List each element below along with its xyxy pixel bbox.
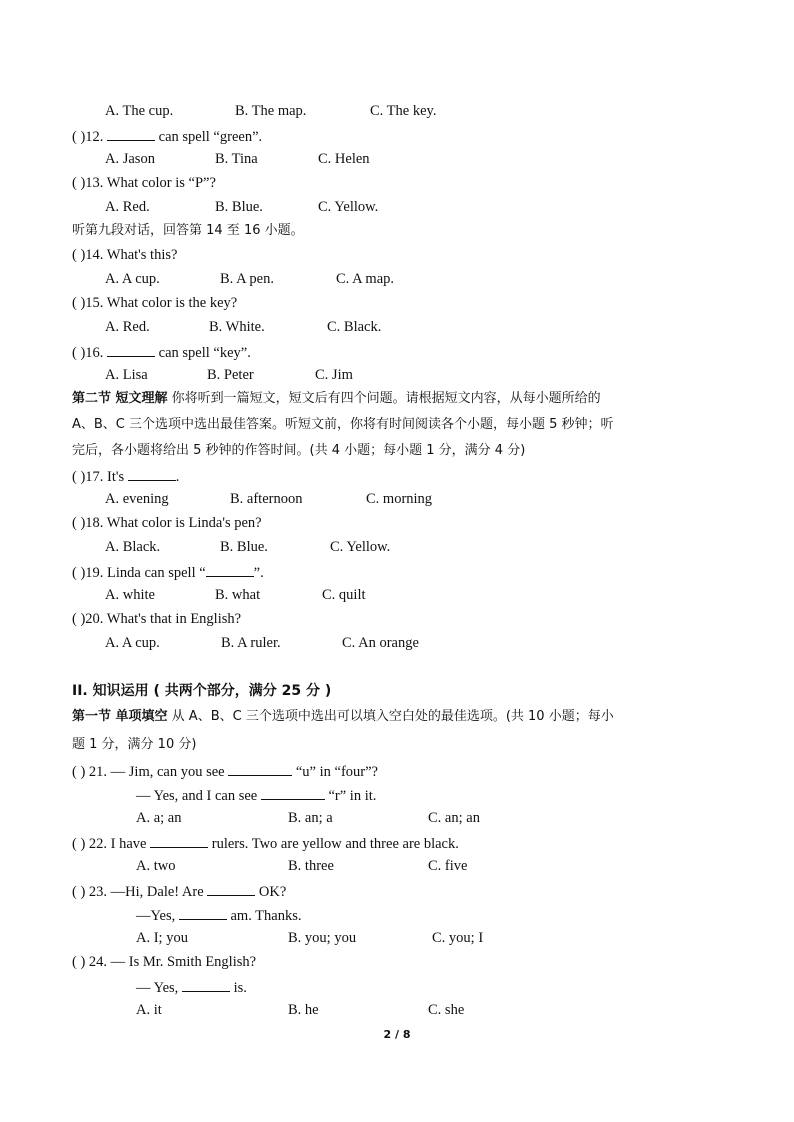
q12-stem bbox=[72, 126, 262, 146]
q21-option-c: C. an; an bbox=[428, 810, 480, 826]
q21-l2-pre: — Yes, and I can see bbox=[136, 788, 261, 804]
q24-option-c: C. she bbox=[428, 1002, 465, 1018]
q12-stem-pre: ( )12. bbox=[72, 129, 108, 145]
blank bbox=[150, 833, 208, 848]
q17-stem bbox=[72, 466, 179, 486]
section1-instructions-line1 bbox=[72, 708, 614, 726]
blank bbox=[128, 466, 176, 481]
q19-option-b: B. what bbox=[215, 587, 261, 603]
blank bbox=[207, 881, 255, 896]
q12-option-a: A. Jason bbox=[105, 151, 155, 167]
q12-stem-post: can spell “green”. bbox=[155, 129, 263, 145]
q20-option-b: B. A ruler. bbox=[221, 635, 281, 651]
blank bbox=[179, 905, 227, 920]
q24-option-b: B. he bbox=[288, 1002, 319, 1018]
q24-l2-post: is. bbox=[229, 980, 247, 996]
q24-l2-pre: — Yes, bbox=[136, 980, 182, 996]
q17-option-c: C. morning bbox=[366, 491, 433, 507]
q23-line1 bbox=[72, 881, 286, 901]
part2-heading: II. 知识运用 ( 共两个部分，满分 25 分 ) bbox=[72, 683, 332, 699]
q14-stem: ( )14. What's this? bbox=[72, 247, 178, 263]
blank bbox=[261, 785, 325, 800]
q23-l1-post: OK? bbox=[255, 884, 287, 900]
q18-option-a: A. Black. bbox=[105, 539, 161, 555]
q22-option-c: C. five bbox=[428, 858, 468, 874]
q21-l1-pre: ( ) 21. — Jim, can you see bbox=[72, 764, 229, 780]
q11-option-a: A. The cup. bbox=[105, 103, 174, 119]
q18-stem: ( )18. What color is Linda's pen? bbox=[72, 515, 262, 531]
section1-instructions-line2: 题 1 分，满分 10 分) bbox=[72, 737, 197, 752]
q20-option-c: C. An orange bbox=[342, 635, 419, 651]
section2-instructions-line3: 完后，各小题将给出 5 秒钟的作答时间。(共 4 小题；每小题 1 分，满分 4 分) bbox=[72, 443, 526, 458]
q13-stem: ( )13. What color is “P”? bbox=[72, 175, 216, 191]
q12-option-b: B. Tina bbox=[215, 151, 258, 167]
q24-line2 bbox=[136, 977, 247, 997]
q19-stem-post: ”. bbox=[253, 565, 264, 581]
q15-option-c: C. Black. bbox=[327, 319, 382, 335]
q17-option-b: B. afternoon bbox=[230, 491, 303, 507]
q21-l1-post: “u” in “four”? bbox=[292, 764, 378, 780]
q13-option-b: B. Blue. bbox=[215, 199, 263, 215]
q22-option-b: B. three bbox=[288, 858, 334, 874]
q15-option-a: A. Red. bbox=[105, 319, 150, 335]
q22-line1 bbox=[72, 833, 459, 853]
page-number: 2 / 8 bbox=[383, 1028, 411, 1041]
q21-line2 bbox=[136, 785, 376, 805]
q17-stem-pre: ( )17. It's bbox=[72, 469, 128, 485]
q22-l1-post: rulers. Two are yellow and three are black. bbox=[208, 836, 459, 852]
q20-option-a: A. A cup. bbox=[105, 635, 160, 651]
q14-option-b: B. A pen. bbox=[220, 271, 274, 287]
blank bbox=[182, 977, 230, 992]
q23-l1-pre: ( ) 23. —Hi, Dale! Are bbox=[72, 884, 208, 900]
q13-option-c: C. Yellow. bbox=[318, 199, 379, 215]
section2-instructions-line1 bbox=[72, 390, 601, 408]
q23-l2-post: am. Thanks. bbox=[226, 908, 302, 924]
q23-option-c: C. you; I bbox=[432, 930, 484, 946]
q23-line2 bbox=[136, 905, 302, 925]
blank bbox=[206, 562, 254, 577]
q13-option-a: A. Red. bbox=[105, 199, 150, 215]
q23-option-b: B. you; you bbox=[288, 930, 357, 946]
q17-option-a: A. evening bbox=[105, 491, 169, 507]
q17-stem-post: . bbox=[175, 469, 180, 485]
q16-stem-post: can spell “key”. bbox=[155, 345, 251, 361]
q22-option-a: A. two bbox=[136, 858, 176, 874]
q14-option-a: A. A cup. bbox=[105, 271, 160, 287]
q15-option-b: B. White. bbox=[209, 319, 265, 335]
q11-option-b: B. The map. bbox=[235, 103, 307, 119]
q12-option-c: C. Helen bbox=[318, 151, 370, 167]
q21-option-a: A. a; an bbox=[136, 810, 182, 826]
q24-line1: ( ) 24. — Is Mr. Smith English? bbox=[72, 954, 257, 970]
q16-option-c: C. Jim bbox=[315, 367, 353, 383]
blank bbox=[107, 342, 155, 357]
q18-option-b: B. Blue. bbox=[220, 539, 268, 555]
q22-l1-pre: ( ) 22. I have bbox=[72, 836, 151, 852]
section1-text-1: 从 A、B、C 三个选项中选出可以填入空白处的最佳选项。(共 10 小题；每小 bbox=[167, 709, 614, 724]
q21-option-b: B. an; a bbox=[288, 810, 333, 826]
blank bbox=[107, 126, 155, 141]
q16-stem-pre: ( )16. bbox=[72, 345, 108, 361]
q16-option-a: A. Lisa bbox=[105, 367, 148, 383]
q19-stem-pre: ( )19. Linda can spell “ bbox=[72, 565, 206, 581]
blank bbox=[228, 761, 292, 776]
q24-option-a: A. it bbox=[136, 1002, 162, 1018]
q16-stem bbox=[72, 342, 251, 362]
q20-stem: ( )20. What's that in English? bbox=[72, 611, 242, 627]
section2-instructions-line2: A、B、C 三个选项中选出最佳答案。听短文前，你将有时间阅读各个小题，每小题 5 秒钟；听 bbox=[72, 417, 614, 432]
q19-option-a: A. white bbox=[105, 587, 155, 603]
q21-l2-post: “r” in it. bbox=[324, 788, 377, 804]
section1-title: 第一节 单项填空 bbox=[72, 709, 168, 724]
q18-option-c: C. Yellow. bbox=[330, 539, 391, 555]
section2-title: 第二节 短文理解 bbox=[72, 391, 168, 406]
q16-option-b: B. Peter bbox=[207, 367, 254, 383]
q23-option-a: A. I; you bbox=[136, 930, 188, 946]
q23-l2-pre: —Yes, bbox=[136, 908, 179, 924]
section2-text-1: 你将听到一篇短文，短文后有四个问题。请根据短文内容，从每小题所给的 bbox=[167, 391, 601, 406]
q21-line1 bbox=[72, 761, 378, 781]
q15-stem: ( )15. What color is the key? bbox=[72, 295, 238, 311]
q14-option-c: C. A map. bbox=[336, 271, 395, 287]
q11-option-c: C. The key. bbox=[370, 103, 437, 119]
dialog9-instruction: 听第九段对话，回答第 14 至 16 小题。 bbox=[72, 223, 304, 238]
q19-option-c: C. quilt bbox=[322, 587, 366, 603]
q19-stem bbox=[72, 562, 264, 582]
